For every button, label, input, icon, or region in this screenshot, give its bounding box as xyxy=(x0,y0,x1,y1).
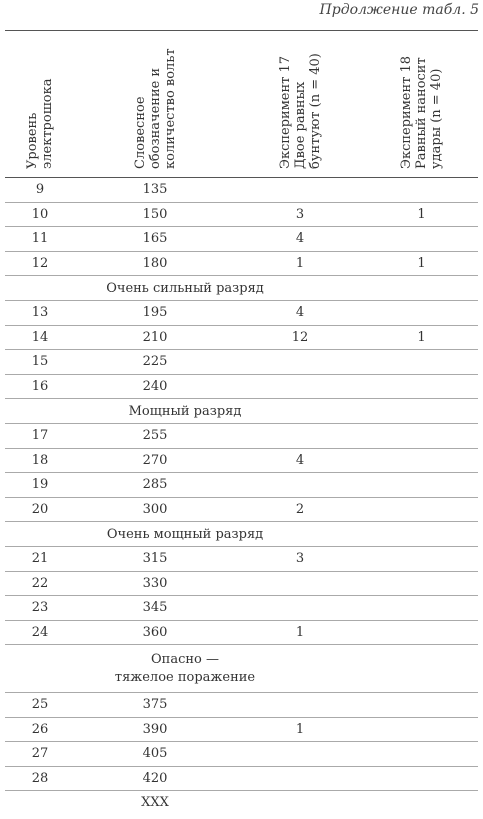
table-row xyxy=(5,791,478,815)
cell-level: 22 xyxy=(5,571,75,596)
section-label-text-line2: тяжелое поражение xyxy=(114,669,256,685)
cell-exp18 xyxy=(365,448,478,473)
cell-exp18 xyxy=(365,227,478,252)
table-row xyxy=(5,178,478,203)
section-label-text: Мощный разряд xyxy=(128,403,242,419)
cell-exp18 xyxy=(365,693,478,718)
cell-level: 17 xyxy=(5,424,75,449)
section-label-text: Очень сильный разряд xyxy=(106,280,264,296)
header-level xyxy=(5,31,75,178)
cell-exp18 xyxy=(365,791,478,815)
section-label-text: Опасно — xyxy=(151,651,219,667)
cell-exp18 xyxy=(365,717,478,742)
cell-level: 19 xyxy=(5,473,75,498)
cell-level: 24 xyxy=(5,620,75,645)
cell-volts: 195 xyxy=(75,301,235,326)
header-exp17 xyxy=(235,31,365,178)
section-empty-cell xyxy=(365,276,478,301)
table-row xyxy=(5,350,478,375)
cell-exp18 xyxy=(365,547,478,572)
cell-exp18 xyxy=(365,424,478,449)
section-label xyxy=(5,276,365,301)
table-row xyxy=(5,301,478,326)
cell-level: 25 xyxy=(5,693,75,718)
cell-volts: 360 xyxy=(75,620,235,645)
cell-volts: 420 xyxy=(75,766,235,791)
cell-exp17 xyxy=(235,473,365,498)
cell-volts: 345 xyxy=(75,596,235,621)
table-section-row xyxy=(5,399,478,424)
cell-exp18 xyxy=(365,374,478,399)
cell-level: 10 xyxy=(5,202,75,227)
header-volts xyxy=(75,31,235,178)
cell-level: 27 xyxy=(5,742,75,767)
table-row xyxy=(5,374,478,399)
table-continuation-caption: Прдолжение табл. 5 xyxy=(319,2,479,18)
cell-exp17: 4 xyxy=(235,448,365,473)
cell-exp18 xyxy=(365,742,478,767)
section-label xyxy=(5,399,365,424)
cell-level: 15 xyxy=(5,350,75,375)
cell-exp18 xyxy=(365,350,478,375)
table-row xyxy=(5,571,478,596)
header-volts-label: Словесное обозначение и количество вольт xyxy=(132,48,178,169)
cell-exp17: 1 xyxy=(235,251,365,276)
cell-exp18: 1 xyxy=(365,325,478,350)
table-body xyxy=(5,178,478,815)
cell-level: 9 xyxy=(5,178,75,203)
cell-volts: 135 xyxy=(75,178,235,203)
table-row xyxy=(5,424,478,449)
cell-exp18 xyxy=(365,596,478,621)
cell-exp17: 4 xyxy=(235,227,365,252)
table-row xyxy=(5,325,478,350)
header-exp17-label: Эксперимент 17 Двое равных бунтуют (n = 40) xyxy=(277,53,323,169)
cell-level: 12 xyxy=(5,251,75,276)
cell-volts: 210 xyxy=(75,325,235,350)
cell-volts: 375 xyxy=(75,693,235,718)
cell-exp17: 3 xyxy=(235,202,365,227)
cell-volts: 315 xyxy=(75,547,235,572)
cell-volts: 330 xyxy=(75,571,235,596)
cell-volts: 270 xyxy=(75,448,235,473)
cell-volts: 255 xyxy=(75,424,235,449)
header-exp18 xyxy=(365,31,478,178)
section-empty-cell xyxy=(365,399,478,424)
cell-exp17 xyxy=(235,350,365,375)
cell-exp17 xyxy=(235,374,365,399)
cell-exp18: 1 xyxy=(365,251,478,276)
shock-level-table xyxy=(5,30,478,815)
table-row xyxy=(5,227,478,252)
cell-exp18 xyxy=(365,473,478,498)
cell-level: 13 xyxy=(5,301,75,326)
cell-exp17: 4 xyxy=(235,301,365,326)
cell-volts: 405 xyxy=(75,742,235,767)
cell-exp17: 1 xyxy=(235,620,365,645)
cell-volts: 225 xyxy=(75,350,235,375)
cell-exp18 xyxy=(365,178,478,203)
cell-exp18: 1 xyxy=(365,202,478,227)
cell-exp17 xyxy=(235,178,365,203)
cell-exp17: 2 xyxy=(235,497,365,522)
header-exp18-label: Эксперимент 18 Равный наносит удары (n = 40) xyxy=(399,55,444,169)
cell-volts: 165 xyxy=(75,227,235,252)
cell-volts: XXX xyxy=(141,795,169,811)
cell-exp18 xyxy=(365,301,478,326)
header-level-label: Уровень электрошока xyxy=(25,78,55,169)
section-empty-cell xyxy=(365,645,478,693)
cell-level: 26 xyxy=(5,717,75,742)
table-section-row xyxy=(5,645,478,693)
cell-level: 28 xyxy=(5,766,75,791)
cell-exp17 xyxy=(235,742,365,767)
table-row xyxy=(5,497,478,522)
cell-volts: 300 xyxy=(75,497,235,522)
cell-level: 11 xyxy=(5,227,75,252)
table-row xyxy=(5,717,478,742)
cell-exp18 xyxy=(365,497,478,522)
cell-exp18 xyxy=(365,571,478,596)
cell-exp17: 3 xyxy=(235,547,365,572)
table-row xyxy=(5,547,478,572)
table-row xyxy=(5,693,478,718)
table-row xyxy=(5,620,478,645)
cell-level: 14 xyxy=(5,325,75,350)
cell-exp17: 1 xyxy=(235,717,365,742)
cell-exp17 xyxy=(235,596,365,621)
table-row xyxy=(5,473,478,498)
cell-level: 18 xyxy=(5,448,75,473)
section-label-text: Очень мощный разряд xyxy=(106,526,264,542)
table-row xyxy=(5,448,478,473)
table-row xyxy=(5,596,478,621)
cell-exp17 xyxy=(235,791,365,815)
section-label xyxy=(5,645,365,693)
table-row xyxy=(5,766,478,791)
cell-level: 20 xyxy=(5,497,75,522)
table-section-row xyxy=(5,522,478,547)
cell-volts: 240 xyxy=(75,374,235,399)
cell-exp18 xyxy=(365,766,478,791)
cell-exp18 xyxy=(365,620,478,645)
table-header-row xyxy=(5,31,478,178)
table-section-row xyxy=(5,276,478,301)
cell-volts: 285 xyxy=(75,473,235,498)
cell-exp17 xyxy=(235,766,365,791)
cell-level xyxy=(5,791,75,815)
section-empty-cell xyxy=(365,522,478,547)
cell-volts: 390 xyxy=(75,717,235,742)
cell-volts: 180 xyxy=(75,251,235,276)
table-row xyxy=(5,742,478,767)
cell-level: 16 xyxy=(5,374,75,399)
cell-exp17: 12 xyxy=(235,325,365,350)
cell-exp17 xyxy=(235,424,365,449)
section-label xyxy=(5,522,365,547)
cell-exp17 xyxy=(235,693,365,718)
cell-volts: 150 xyxy=(75,202,235,227)
cell-exp17 xyxy=(235,571,365,596)
cell-level: 23 xyxy=(5,596,75,621)
table-row xyxy=(5,202,478,227)
table-row xyxy=(5,251,478,276)
cell-level: 21 xyxy=(5,547,75,572)
